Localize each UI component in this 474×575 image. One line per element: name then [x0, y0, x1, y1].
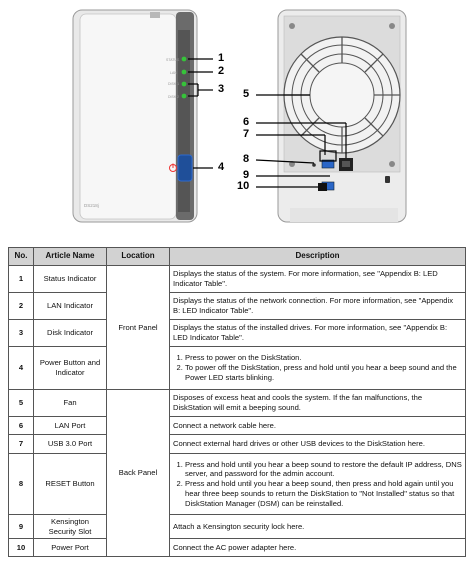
kensington-slot	[385, 176, 390, 183]
table-row	[9, 293, 466, 320]
table-row	[9, 435, 466, 454]
article-name: LAN Port	[34, 417, 107, 435]
description-steps	[173, 353, 462, 382]
article-name: RESET Button	[34, 454, 107, 515]
svg-text:STATUS: STATUS	[166, 58, 180, 62]
article-name: Power Port	[34, 539, 107, 557]
article-table	[8, 247, 466, 557]
callout-1: 1	[218, 52, 225, 64]
status-led	[166, 57, 186, 62]
front-view	[73, 10, 213, 222]
table-row	[9, 454, 466, 515]
article-name: Fan	[34, 390, 107, 417]
table-row	[9, 515, 466, 539]
callout-7: 7	[243, 128, 250, 140]
description: Attach a Kensington security lock here.	[170, 515, 466, 539]
description-steps	[173, 460, 462, 509]
description: Displays the status of the installed drives. For more information, see "Appendix B: LED Indicator Table".	[170, 320, 466, 347]
article-name: Disk Indicator	[34, 320, 107, 347]
header-article-name: Article Name	[34, 248, 107, 266]
row-number: 10	[9, 539, 34, 557]
svg-text:DISK 1: DISK 1	[168, 82, 180, 86]
article-name: Kensington Security Slot	[34, 515, 107, 539]
description: Displays the status of the network connection. For more information, see "Appendix B: LED Indicator Table".	[170, 293, 466, 320]
row-number: 7	[9, 435, 34, 454]
row-number: 3	[9, 320, 34, 347]
header-location: Location	[107, 248, 170, 266]
description	[170, 454, 466, 515]
device-illustration	[0, 0, 474, 240]
callout-2: 2	[218, 65, 225, 77]
description: Connect the AC power adapter here.	[170, 539, 466, 557]
row-number: 4	[9, 347, 34, 390]
article-name: USB 3.0 Port	[34, 435, 107, 454]
step-item: 1. Press to power on the DiskStation.	[185, 353, 462, 363]
header-description: Description	[170, 248, 466, 266]
table-row	[9, 539, 466, 557]
step-item: 2. Press and hold until you hear a beep sound, then press and hold again until you hear three beep sounds to return the DiskStation to "Not Installed" status so that DiskStation Manager (DSM) can be reinstalled.	[185, 479, 462, 508]
row-number: 2	[9, 293, 34, 320]
callout-10: 10	[237, 180, 250, 192]
svg-text:DS218j: DS218j	[84, 203, 99, 208]
location-front-panel: Front Panel	[107, 266, 170, 390]
table-header-row	[9, 248, 466, 266]
header-no: No.	[9, 248, 34, 266]
article-name: LAN Indicator	[34, 293, 107, 320]
table-row	[9, 390, 466, 417]
description	[170, 347, 466, 390]
callout-4: 4	[218, 161, 225, 173]
description: Displays the status of the system. For more information, see "Appendix B: LED Indicator Table".	[170, 266, 466, 293]
callout-6: 6	[243, 116, 250, 128]
table-row	[9, 320, 466, 347]
step-item: 1. Press and hold until you hear a beep sound to restore the default IP address, DNS server, and password for the admin account.	[185, 460, 462, 479]
step-item: 2. To power off the DiskStation, press and hold until you hear a beep sound and the Power LED starts blinking.	[185, 363, 462, 382]
row-number: 5	[9, 390, 34, 417]
row-number: 1	[9, 266, 34, 293]
lan-port	[339, 158, 353, 171]
description: Disposes of excess heat and cools the system. If the fan malfunctions, the DiskStation will emit a beeping sound.	[170, 390, 466, 417]
table-row	[9, 417, 466, 435]
article-name: Power Button and Indicator	[34, 347, 107, 390]
callout-5: 5	[243, 88, 250, 100]
description: Connect a network cable here.	[170, 417, 466, 435]
location-back-panel: Back Panel	[107, 390, 170, 557]
table-row	[9, 266, 466, 293]
power-port	[318, 183, 327, 191]
row-number: 9	[9, 515, 34, 539]
description: Connect external hard drives or other USB devices to the DiskStation here.	[170, 435, 466, 454]
callout-9: 9	[243, 169, 250, 181]
callout-3: 3	[218, 83, 225, 95]
callout-8: 8	[243, 153, 250, 165]
svg-text:LAN: LAN	[170, 71, 177, 75]
row-number: 8	[9, 454, 34, 515]
row-number: 6	[9, 417, 34, 435]
article-name: Status Indicator	[34, 266, 107, 293]
back-view	[256, 10, 406, 222]
reset-button	[312, 163, 316, 167]
svg-text:DISK 2: DISK 2	[168, 95, 180, 99]
table-row	[9, 347, 466, 390]
